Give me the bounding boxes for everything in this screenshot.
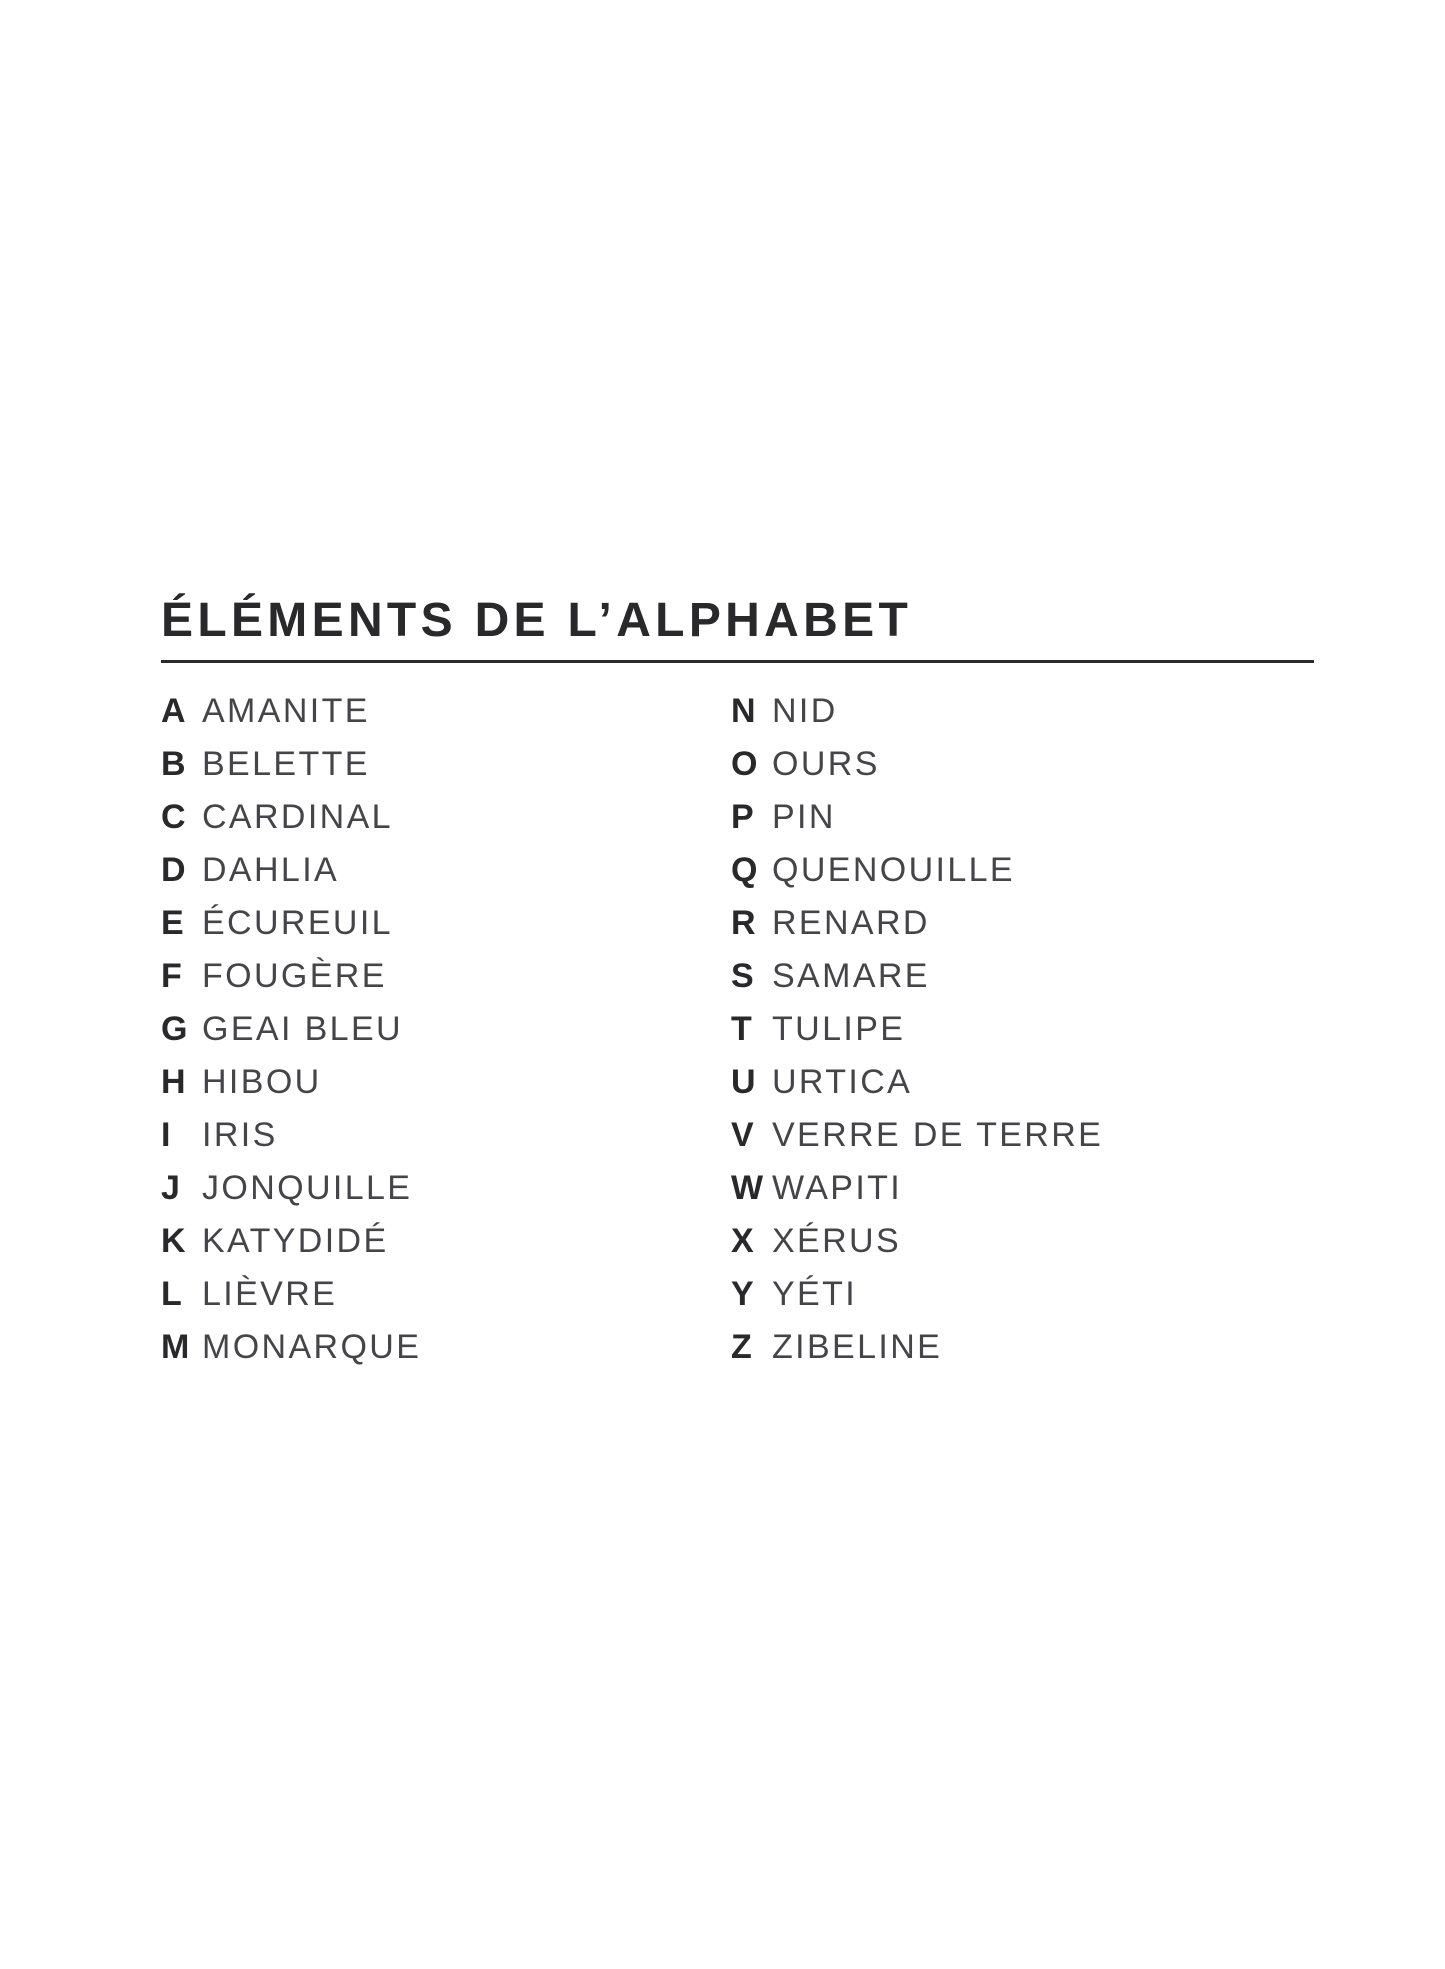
alphabet-word: JONQUILLE xyxy=(202,1168,413,1207)
alphabet-grid xyxy=(161,684,1314,1373)
alphabet-row xyxy=(731,1320,1314,1373)
alphabet-letter: F xyxy=(161,956,182,995)
alphabet-row xyxy=(731,1267,1314,1320)
alphabet-word: BELETTE xyxy=(202,744,370,783)
alphabet-section xyxy=(161,594,1314,1373)
alphabet-letter: H xyxy=(161,1062,186,1101)
alphabet-letter: N xyxy=(731,691,756,730)
alphabet-letter: K xyxy=(161,1221,186,1260)
alphabet-letter: V xyxy=(731,1115,754,1154)
alphabet-word: DAHLIA xyxy=(202,850,340,889)
alphabet-letter: U xyxy=(731,1062,756,1101)
alphabet-letter: S xyxy=(731,956,754,995)
alphabet-row xyxy=(161,1267,731,1320)
alphabet-row xyxy=(161,1002,731,1055)
alphabet-row xyxy=(161,737,731,790)
alphabet-word: ÉCUREUIL xyxy=(202,903,393,942)
alphabet-letter: L xyxy=(161,1274,182,1313)
alphabet-word: TULIPE xyxy=(772,1009,906,1048)
alphabet-row xyxy=(161,949,731,1002)
alphabet-letter: W xyxy=(731,1168,764,1207)
page-title: ÉLÉMENTS DE L’ALPHABET xyxy=(161,594,913,647)
alphabet-column-left xyxy=(161,684,731,1373)
alphabet-letter: P xyxy=(731,797,754,836)
alphabet-word: PIN xyxy=(772,797,836,836)
alphabet-word: QUENOUILLE xyxy=(772,850,1015,889)
alphabet-word: GEAI BLEU xyxy=(202,1009,403,1048)
alphabet-letter: Y xyxy=(731,1274,754,1313)
alphabet-row xyxy=(731,737,1314,790)
alphabet-row xyxy=(161,843,731,896)
alphabet-letter: D xyxy=(161,850,186,889)
alphabet-row xyxy=(161,1161,731,1214)
alphabet-row xyxy=(731,949,1314,1002)
alphabet-column-right xyxy=(731,684,1314,1373)
alphabet-word: MONARQUE xyxy=(202,1327,422,1366)
alphabet-word: XÉRUS xyxy=(772,1221,902,1260)
alphabet-word: YÉTI xyxy=(772,1274,858,1313)
alphabet-word: NID xyxy=(772,691,838,730)
alphabet-word: OURS xyxy=(772,744,880,783)
alphabet-word: IRIS xyxy=(202,1115,278,1154)
alphabet-letter: A xyxy=(161,691,186,730)
alphabet-word: FOUGÈRE xyxy=(202,956,387,995)
alphabet-word: HIBOU xyxy=(202,1062,322,1101)
alphabet-row xyxy=(731,1108,1314,1161)
alphabet-word: VERRE DE TERRE xyxy=(772,1115,1104,1154)
alphabet-letter: Q xyxy=(731,850,758,889)
alphabet-word: LIÈVRE xyxy=(202,1274,338,1313)
alphabet-word: KATYDIDÉ xyxy=(202,1221,389,1260)
alphabet-row xyxy=(731,790,1314,843)
alphabet-letter: G xyxy=(161,1009,188,1048)
alphabet-row xyxy=(731,1161,1314,1214)
alphabet-word: AMANITE xyxy=(202,691,370,730)
alphabet-letter: I xyxy=(161,1115,171,1154)
alphabet-row xyxy=(161,1055,731,1108)
alphabet-word: ZIBELINE xyxy=(772,1327,943,1366)
alphabet-word: RENARD xyxy=(772,903,930,942)
alphabet-row xyxy=(731,896,1314,949)
alphabet-letter: T xyxy=(731,1009,752,1048)
alphabet-row xyxy=(731,684,1314,737)
alphabet-row xyxy=(161,1214,731,1267)
alphabet-row xyxy=(161,790,731,843)
alphabet-letter: X xyxy=(731,1221,754,1260)
alphabet-row xyxy=(731,1055,1314,1108)
alphabet-letter: R xyxy=(731,903,756,942)
alphabet-letter: O xyxy=(731,744,758,783)
alphabet-row xyxy=(731,1002,1314,1055)
alphabet-row xyxy=(161,896,731,949)
alphabet-letter: M xyxy=(161,1327,190,1366)
alphabet-row xyxy=(161,684,731,737)
title-underline xyxy=(161,660,1314,663)
alphabet-letter: E xyxy=(161,903,184,942)
alphabet-word: SAMARE xyxy=(772,956,930,995)
alphabet-word: WAPITI xyxy=(772,1168,903,1207)
alphabet-row xyxy=(161,1108,731,1161)
alphabet-letter: B xyxy=(161,744,186,783)
alphabet-row xyxy=(731,1214,1314,1267)
alphabet-letter: C xyxy=(161,797,186,836)
alphabet-word: URTICA xyxy=(772,1062,913,1101)
alphabet-letter: Z xyxy=(731,1327,752,1366)
alphabet-letter: J xyxy=(161,1168,180,1207)
alphabet-row xyxy=(731,843,1314,896)
alphabet-word: CARDINAL xyxy=(202,797,393,836)
alphabet-row xyxy=(161,1320,731,1373)
